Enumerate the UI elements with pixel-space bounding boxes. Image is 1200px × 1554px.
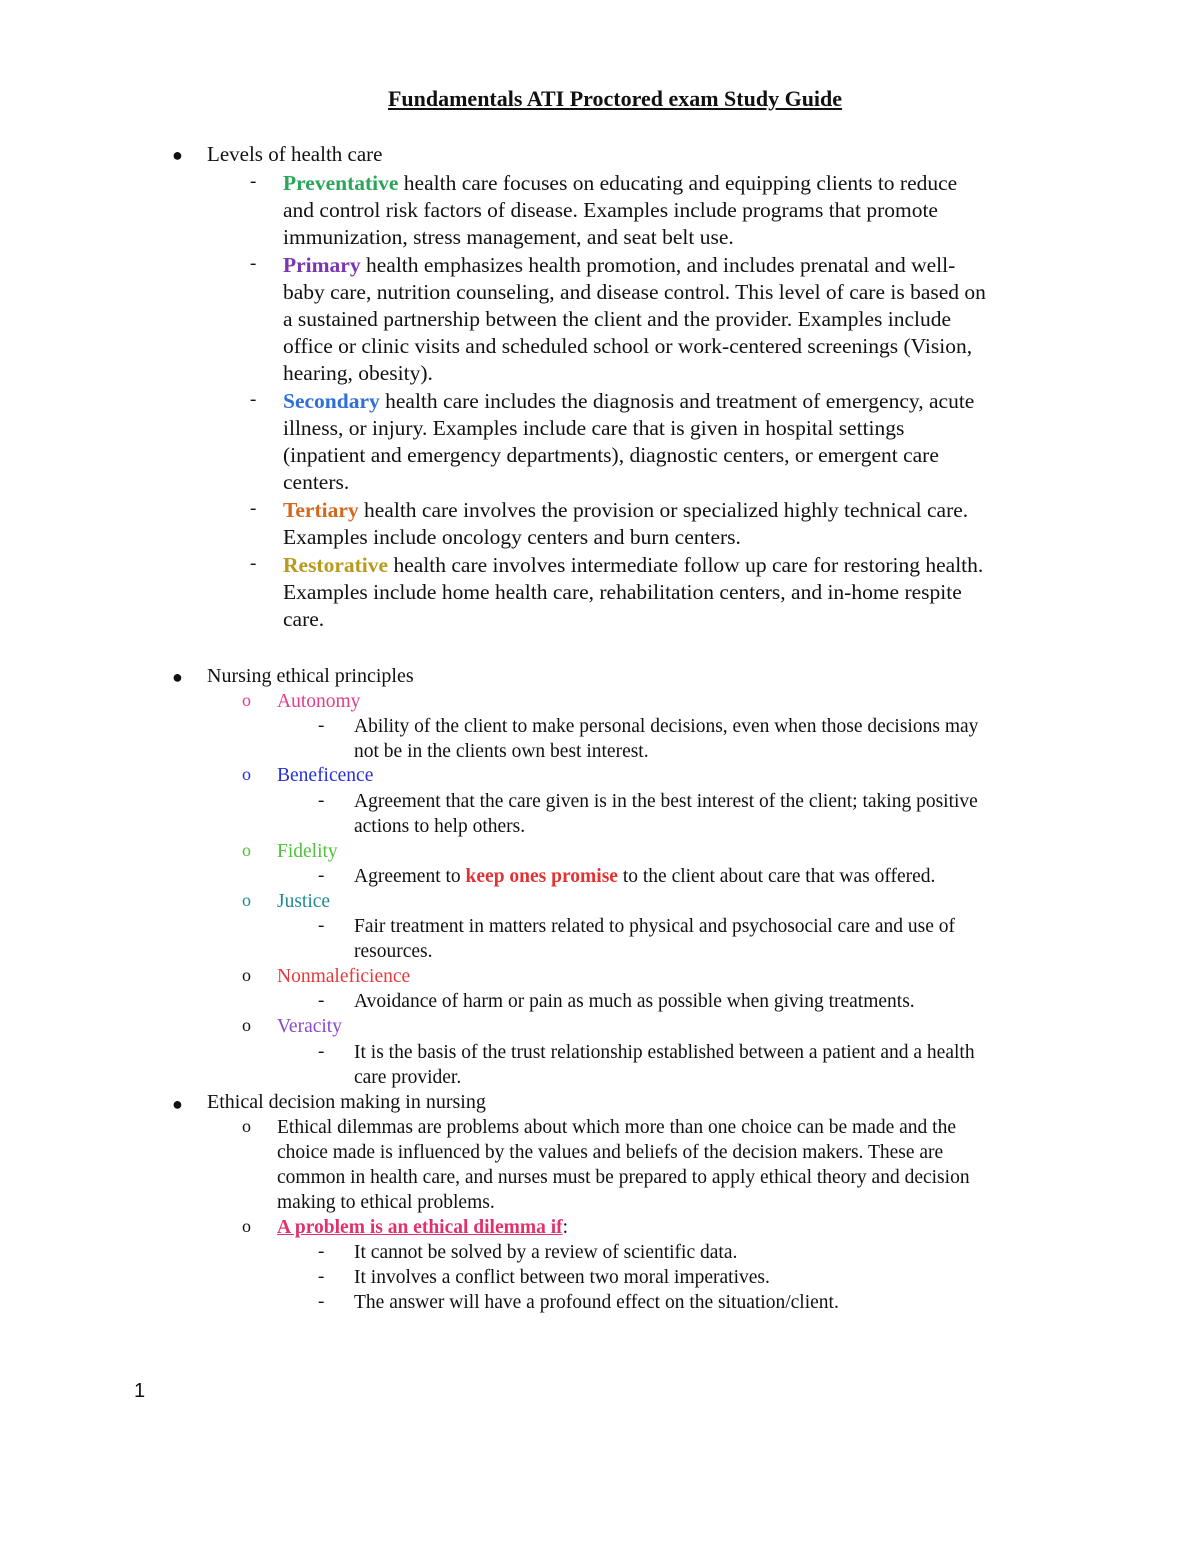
principle-desc-nonmaleficience: Avoidance of harm or pain as much as possible when giving treatments. <box>354 991 915 1012</box>
level-term: Primary <box>283 253 361 277</box>
dash-icon: - <box>318 1041 325 1062</box>
bullet-icon: ● <box>172 1094 183 1114</box>
dilemma-paragraph: Ethical dilemmas are problems about which more than one choice can be made and the choice made is influenced by the values and beliefs of the decision makers. These are common in health care, and nurses must be prepared to apply ethical theory and decision making to ethical problems. <box>277 1117 970 1213</box>
section-heading: Levels of health care <box>207 142 383 166</box>
circle-bullet-icon: o <box>242 690 251 710</box>
level-term: Preventative <box>283 171 399 195</box>
dash-icon: - <box>318 865 325 886</box>
circle-bullet-icon: o <box>242 1216 251 1236</box>
dash-icon: - <box>250 253 257 274</box>
bullet-icon: ● <box>172 145 183 165</box>
dash-icon: - <box>318 790 325 811</box>
circle-bullet-icon: o <box>242 1116 251 1136</box>
principle-desc-beneficence: Agreement that the care given is in the best interest of the client; taking positive actions to help others. <box>354 791 978 837</box>
principle-desc-justice: Fair treatment in matters related to physical and psychosocial care and use of resources. <box>354 916 956 962</box>
page-title: Fundamentals ATI Proctored exam Study Guide <box>387 86 843 111</box>
dash-icon: - <box>318 715 325 736</box>
emphasis-text: keep ones promise <box>465 866 618 887</box>
circle-bullet-icon: o <box>242 764 251 784</box>
circle-bullet-icon: o <box>242 965 251 985</box>
dash-icon: - <box>318 1291 325 1312</box>
level-item-secondary: Secondary health care includes the diagnosis and treatment of emergency, acute illness, or injury. Examples include care that is given in hospital settings (inpatient and emergency departments), diagnostic centers, or emergent care centers. <box>283 389 975 494</box>
dash-icon: - <box>250 171 257 192</box>
level-item-primary: Primary health emphasizes health promotion, and includes prenatal and well- baby care, nutrition counseling, and disease control. This level of care is based on a sustained partnership between the client and the provider. Examples include office or clinic visits and scheduled school or work-centered screenings (Vision, hearing, obesity). <box>283 253 986 385</box>
dilemma-condition: The answer will have a profound effect on the situation/client. <box>354 1292 839 1313</box>
level-item-restorative: Restorative health care involves intermediate follow up care for restoring health. Examples include home health care, rehabilitation centers, and in-home respite care. <box>283 553 984 631</box>
principle-name-nonmaleficience: Nonmaleficience <box>277 966 411 987</box>
dash-icon: - <box>250 389 257 410</box>
principle-name-veracity: Veracity <box>277 1016 342 1037</box>
principle-name-fidelity: Fidelity <box>277 841 338 862</box>
principle-name-autonomy: Autonomy <box>277 691 361 712</box>
dash-icon: - <box>318 915 325 936</box>
circle-bullet-icon: o <box>242 840 251 860</box>
dash-icon: - <box>318 1266 325 1287</box>
dash-icon: - <box>318 990 325 1011</box>
dilemma-condition: It cannot be solved by a review of scientific data. <box>354 1242 738 1263</box>
page-number: 1 <box>134 1380 146 1402</box>
level-term: Restorative <box>283 553 389 577</box>
section-heading: Ethical decision making in nursing <box>207 1091 486 1113</box>
level-term: Secondary <box>283 389 380 413</box>
level-term: Tertiary <box>283 498 359 522</box>
principle-name-justice: Justice <box>277 891 331 912</box>
bullet-icon: ● <box>172 667 183 687</box>
dash-icon: - <box>318 1241 325 1262</box>
dilemma-condition: It involves a conflict between two moral imperatives. <box>354 1267 770 1288</box>
principle-desc-veracity: It is the basis of the trust relationship established between a patient and a health care provider. <box>354 1042 975 1088</box>
dash-icon: - <box>250 553 257 574</box>
section-heading: Nursing ethical principles <box>207 665 414 687</box>
level-item-preventative: Preventative health care focuses on educating and equipping clients to reduce and control risk factors of disease. Examples include programs that promote immunization, stress management, and seat belt use. <box>283 171 958 249</box>
principle-desc-autonomy: Ability of the client to make personal decisions, even when those decisions may not be in the clients own best interest. <box>354 716 979 762</box>
circle-bullet-icon: o <box>242 890 251 910</box>
level-item-tertiary: Tertiary health care involves the provision or specialized highly technical care. Examples include oncology centers and burn centers. <box>283 498 969 549</box>
principle-name-beneficence: Beneficence <box>277 765 374 786</box>
dilemma-label: A problem is an ethical dilemma if: <box>277 1217 569 1238</box>
circle-bullet-icon: o <box>242 1015 251 1035</box>
dash-icon: - <box>250 498 257 519</box>
principle-desc-fidelity: Agreement to keep ones promise to the client about care that was offered. <box>354 866 936 887</box>
